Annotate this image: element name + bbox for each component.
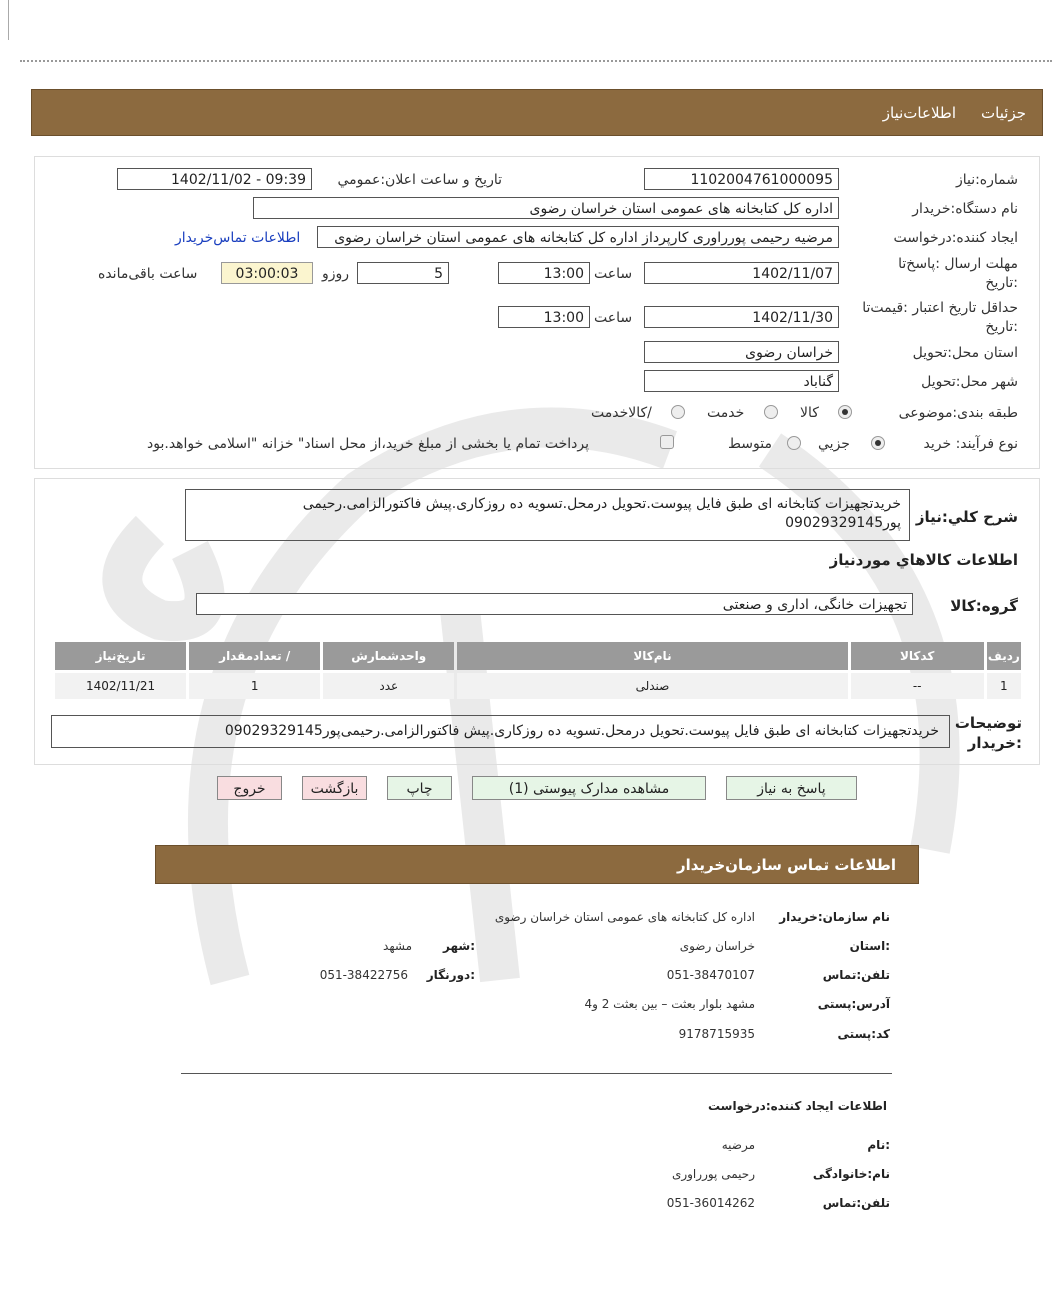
col-code-header: کدکالا [851, 642, 984, 670]
col-date-header: تاریخ‌نیاز [55, 642, 186, 670]
view-attachments-button[interactable]: مشاهده مدارک پیوستی (1) [472, 776, 706, 800]
creator-name-label: :نام [867, 1138, 890, 1152]
category-option-service: خدمت [707, 405, 745, 421]
contact-org-label: نام سازمان:خریدار [779, 910, 890, 924]
validity-time-field: 13:00 [498, 306, 590, 328]
validity-label-date: :تاریخ [985, 319, 1018, 335]
contact-province-label: :استان [849, 939, 890, 953]
deadline-label-date: :تاریخ [985, 275, 1018, 291]
contact-postal-value: 9178715935 [678, 1027, 755, 1041]
contact-fax-value: 051-38422756 [319, 968, 408, 982]
category-radio-service[interactable] [764, 405, 778, 419]
creator-phone-label: تلفن:تماس [822, 1196, 890, 1210]
cell-qty: 1 [189, 673, 320, 699]
deadline-label: مهلت ارسال :پاسخ‌تا [898, 256, 1018, 272]
process-radio-minor[interactable] [871, 436, 885, 450]
announce-field: 1402/11/02 - 09:39 [117, 168, 312, 190]
contact-fax-label: :دورنگار [426, 968, 475, 982]
category-label: طبقه بندی:موضوعی [898, 405, 1018, 421]
process-option-minor: جزيي [818, 436, 850, 452]
need-number-label: شماره:نیاز [955, 172, 1018, 188]
contact-title: اطلاعات تماس سازمان‌خریدار [676, 856, 896, 874]
deadline-time-field: 13:00 [498, 262, 590, 284]
tab-need-info[interactable]: اطلاعات‌نیاز [882, 104, 956, 122]
creator-phone-value: 051-36014262 [666, 1196, 755, 1210]
cell-name: صندلی [457, 673, 847, 699]
cell-date: 1402/11/21 [55, 673, 186, 699]
contact-address-value: مشهد بلوار بعثت – بین بعثت 2 و4 [584, 997, 755, 1011]
col-qty-header: / تعدادمقدار [189, 642, 320, 670]
category-option-goods-service: /کالاخدمت [591, 405, 652, 421]
province-field: خراسان رضوی [644, 341, 839, 363]
days-field: 5 [357, 262, 449, 284]
need-number-field: 1102004761000095 [644, 168, 839, 190]
back-button[interactable]: بازگشت [302, 776, 367, 800]
summary-label: شرح کلي:نیاز [915, 508, 1018, 526]
goods-info-title: اطلاعات کالاهاي موردنیاز [829, 551, 1018, 569]
process-label: نوع فرآیند: خرید [923, 436, 1018, 452]
validity-time-label: ساعت [594, 310, 633, 326]
buyer-contact-link[interactable]: اطلاعات تماس‌خریدار [175, 230, 301, 246]
province-label: استان محل:تحویل [912, 345, 1018, 361]
print-button[interactable]: چاپ [387, 776, 452, 800]
creator-name-value: مرضیه [721, 1138, 755, 1152]
summary-box [185, 489, 910, 541]
buyer-org-label: نام دستگاه:خریدار [912, 201, 1018, 217]
treasury-payment-checkbox[interactable] [660, 435, 674, 449]
remaining-time-field: 03:00:03 [221, 262, 313, 284]
goods-group-label: گروه:کالا [950, 597, 1018, 615]
creator-family-label: نام:خانوادگی [812, 1167, 890, 1181]
remaining-label: ساعت باقی‌مانده [98, 266, 198, 282]
contact-city-label: :شهر [443, 939, 475, 953]
treasury-payment-note: پرداخت تمام یا بخشی از مبلغ خرید،از محل اسناد" خزانه "اسلامی خواهد.بود [147, 436, 590, 452]
deadline-date-field: 1402/11/07 [644, 262, 839, 284]
process-radio-medium[interactable] [787, 436, 801, 450]
top-divider [20, 60, 1052, 62]
left-border-line [8, 0, 9, 40]
validity-label: حداقل تاریخ اعتبار :قیمت‌تا [862, 300, 1018, 316]
process-option-medium: متوسط [728, 436, 772, 452]
cell-row: 1 [987, 673, 1021, 699]
deadline-time-label: ساعت [594, 266, 633, 282]
contact-header-bar [155, 845, 919, 884]
reply-button[interactable]: پاسخ به نیاز [726, 776, 857, 800]
col-name-header: نام‌کالا [457, 642, 847, 670]
buyer-notes-label-2: :خریدار [967, 734, 1022, 752]
contact-province-value: خراسان رضوی [679, 939, 755, 953]
summary-text-line1: خریدتجهیزات کتابخانه ای طبق فایل پیوست.تحویل درمحل.تسویه ده روزکاری.پیش فاکتورالزامی.رحیمی [302, 496, 901, 512]
contact-postal-label: کد:پستی [837, 1027, 890, 1041]
contact-address-label: آدرس:پستی [817, 997, 890, 1011]
summary-text-line2: پور09029329145 [785, 515, 901, 531]
header-bar [31, 89, 1043, 136]
buyer-org-field: اداره کل کتابخانه های عمومی استان خراسان رضوی [253, 197, 839, 219]
creator-label: ایجاد کننده:درخواست [893, 230, 1018, 246]
days-label: روزو [322, 266, 350, 282]
exit-button[interactable]: خروج [217, 776, 282, 800]
contact-divider [181, 1073, 892, 1074]
city-field: گناباد [644, 370, 839, 392]
goods-group-field: تجهیزات خانگی، اداری و صنعتی [196, 593, 913, 615]
buyer-notes-label: توضیحات [954, 714, 1022, 732]
col-unit-header: واحدشمارش [323, 642, 454, 670]
creator-field: مرضیه رحیمی پورراوری کارپرداز اداره کل کتابخانه های عمومی استان خراسان رضوی [317, 226, 839, 248]
col-row-header: ردیف [987, 642, 1021, 670]
tab-details[interactable]: جزئیات [981, 104, 1026, 122]
goods-table [52, 639, 1024, 702]
category-option-goods: کالا [800, 405, 819, 421]
goods-table-header-row [55, 642, 1021, 670]
cell-unit: عدد [323, 673, 454, 699]
buyer-notes-box: خریدتجهیزات کتابخانه ای طبق فایل پیوست.تحویل درمحل.تسویه ده روزکاری.پیش فاکتورالزامی.رحیمی‌پور09029329145 [51, 715, 950, 748]
cell-code: -- [851, 673, 984, 699]
table-row [55, 673, 1021, 699]
contact-phone-label: تلفن:تماس [822, 968, 890, 982]
contact-city-value: مشهد [383, 939, 412, 953]
announce-label: تاریخ و ساعت اعلان:عمومي [337, 172, 502, 188]
creator-family-value: رحیمی پورراوری [671, 1167, 755, 1181]
validity-date-field: 1402/11/30 [644, 306, 839, 328]
creator-info-title: اطلاعات ایجاد کننده:درخواست [707, 1099, 887, 1113]
contact-phone-value: 051-38470107 [666, 968, 755, 982]
category-radio-goods-service[interactable] [671, 405, 685, 419]
city-label: شهر محل:تحویل [921, 374, 1018, 390]
contact-org-value: اداره کل کتابخانه های عمومی استان خراسان رضوی [494, 910, 755, 924]
category-radio-goods[interactable] [838, 405, 852, 419]
